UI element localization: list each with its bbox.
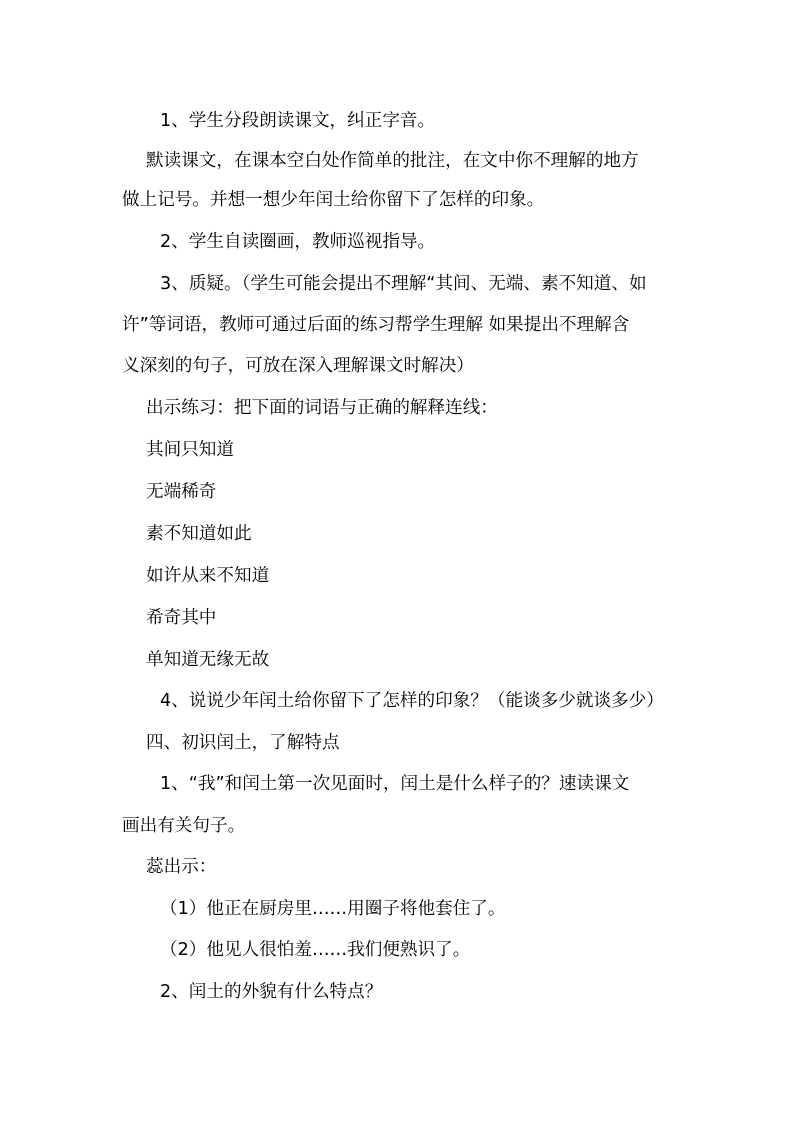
exercise-item-6: 单知道无缘无故 — [146, 650, 270, 670]
exercise-item-3: 素不知道如此 — [146, 524, 252, 544]
quote-2: （2）他见人很怕羞……我们便熟识了。 — [160, 940, 471, 960]
paragraph-6-line-1: 1、“我”和闰土第一次见面时，闰土是什么样子的？速读课文 — [160, 774, 630, 794]
exercise-heading: 出示练习：把下面的词语与正确的解释连线： — [146, 398, 498, 418]
display-label: 蕊出示： — [146, 857, 217, 877]
quote-1: （1）他正在厨房里……用圈子将他套住了。 — [160, 899, 506, 919]
paragraph-1: 1、学生分段朗读课文，纠正字音。 — [160, 111, 436, 131]
paragraph-3: 2、学生自读圈画，教师巡视指导。 — [160, 232, 436, 252]
exercise-item-2: 无端稀奇 — [146, 482, 217, 502]
paragraph-2-line-2: 做上记号。并想一想少年闰土给你留下了怎样的印象。 — [122, 190, 545, 210]
paragraph-7: 2、闰土的外貌有什么特点？ — [160, 982, 383, 1002]
exercise-item-4: 如许从来不知道 — [146, 566, 270, 586]
exercise-item-1: 其间只知道 — [146, 440, 234, 460]
exercise-item-5: 希奇其中 — [146, 608, 217, 628]
paragraph-4-line-1: 3、质疑。（学生可能会提出不理解“其间、无端、素不知道、如 — [160, 274, 647, 294]
paragraph-6-line-2: 画出有关句子。 — [122, 816, 246, 836]
paragraph-4-line-3: 义深刻的句子，可放在深入理解课文时解决） — [122, 356, 474, 376]
paragraph-4-line-2: 许”等词语，教师可通过后面的练习帮学生理解 如果提出不理解含 — [122, 315, 630, 335]
paragraph-2-line-1: 默读课文，在课本空白处作简单的批注，在文中你不理解的地方 — [146, 151, 639, 171]
paragraph-5: 4、说说少年闰土给你留下了怎样的印象？（能谈多少就谈多少） — [160, 691, 664, 711]
section-heading: 四、初识闰土，了解特点 — [146, 733, 340, 753]
